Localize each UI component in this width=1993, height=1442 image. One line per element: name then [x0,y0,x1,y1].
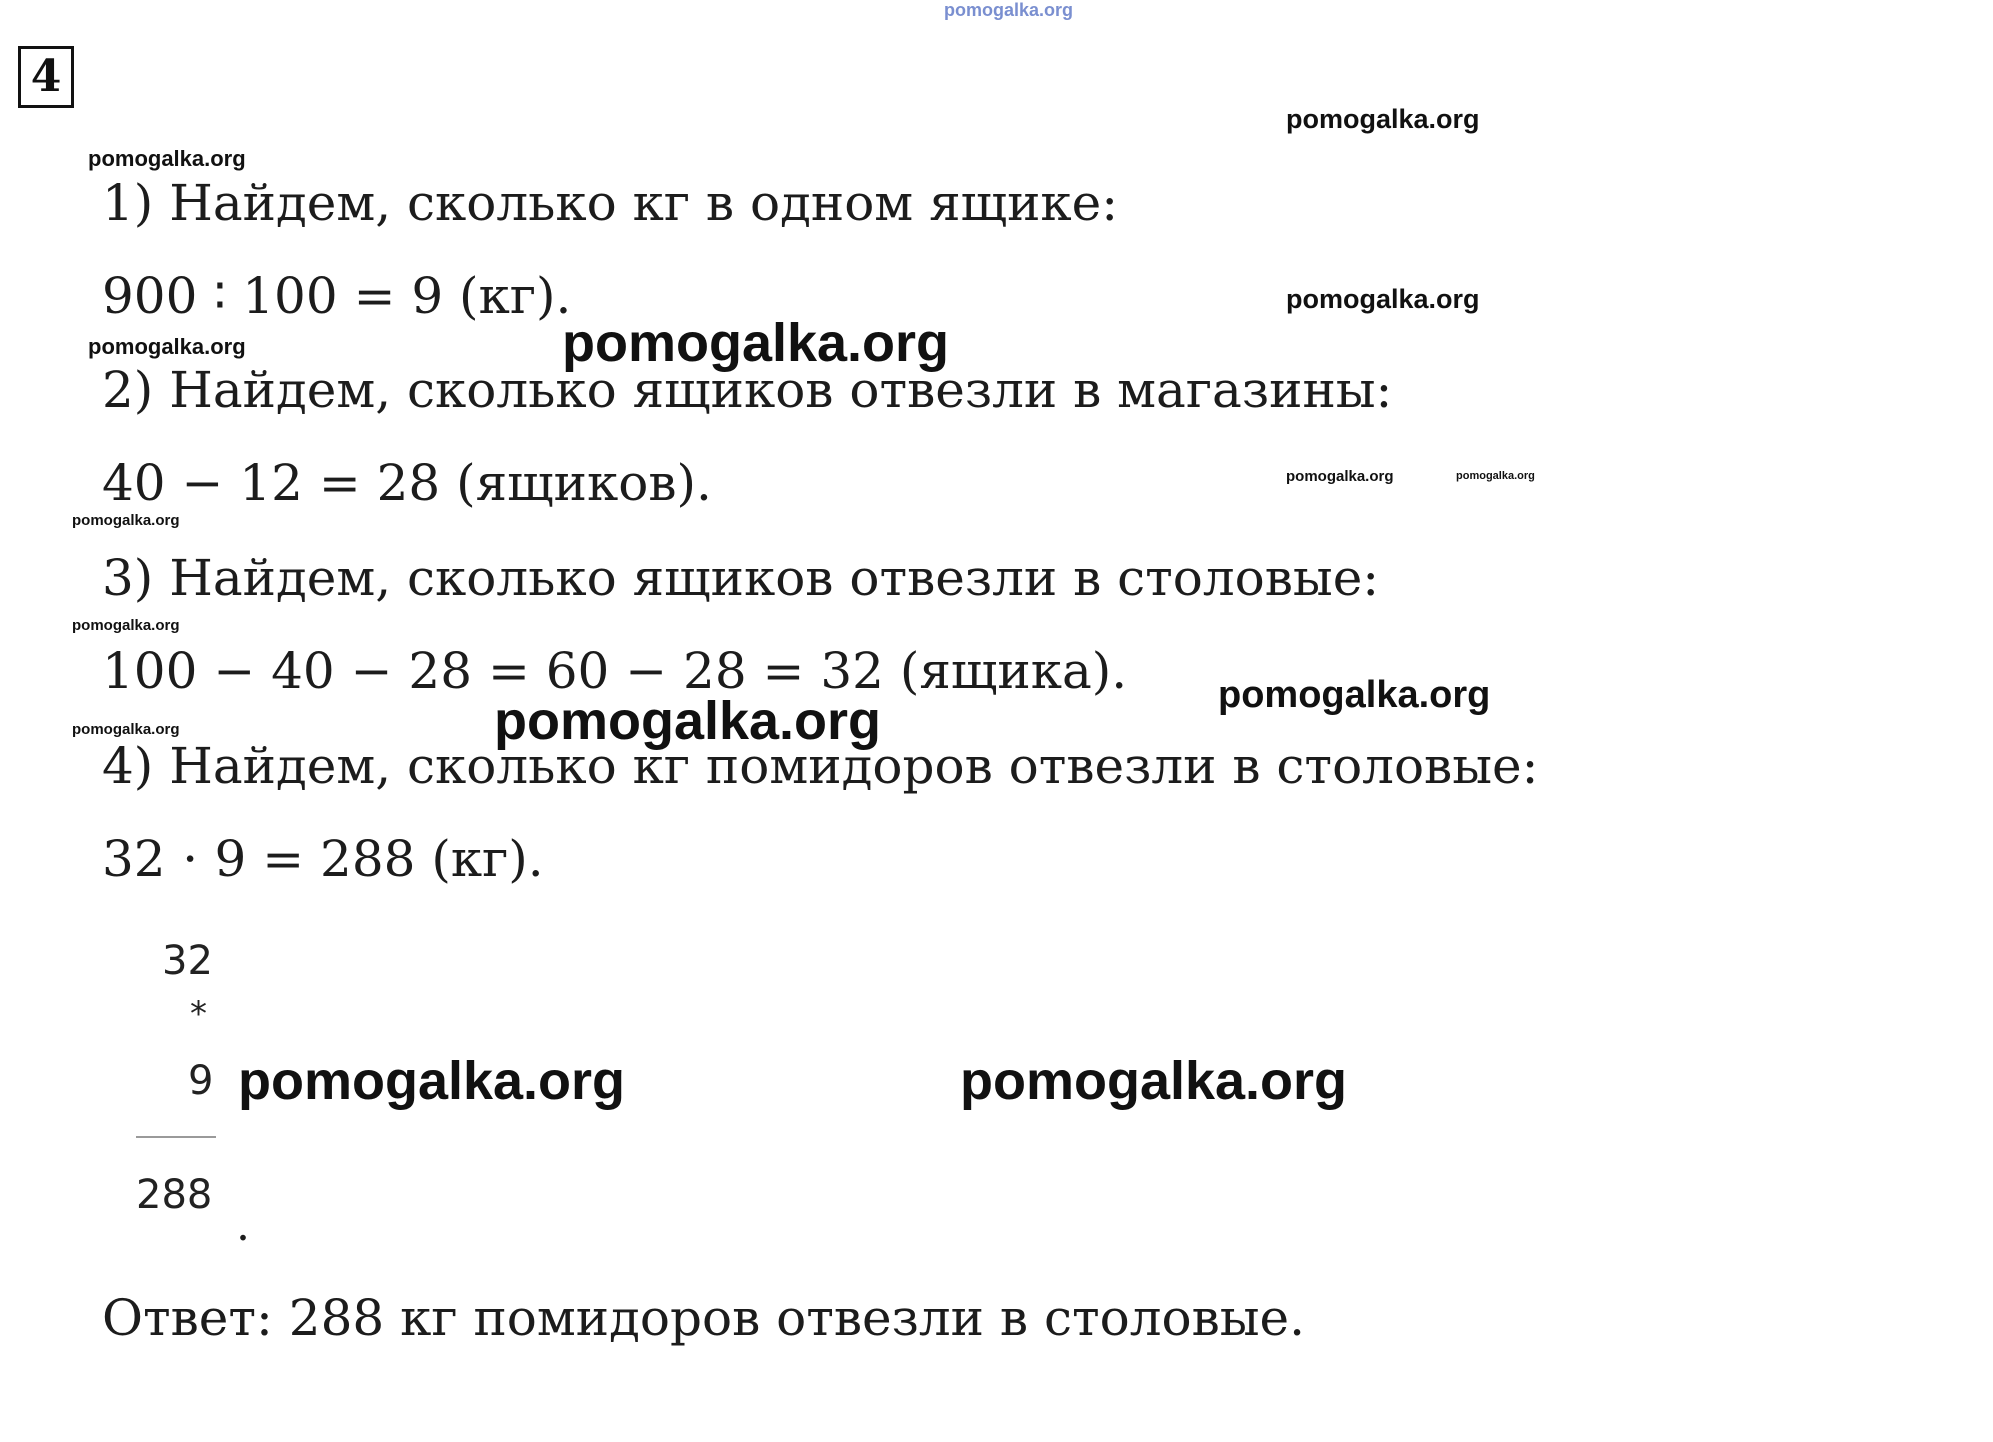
calc-multiplicand: 32 [162,938,213,984]
step2-text: 2) Найдем, сколько ящиков отвезли в магазины: [102,361,1393,419]
step3-calc: 100 − 40 − 28 = 60 − 28 = 32 (ящика). [102,642,1128,700]
watermark: pomogalka.org [72,512,180,529]
watermark: pomogalka.org [72,617,180,634]
watermark: pomogalka.org [494,691,882,751]
step4-text: 4) Найдем, сколько кг помидоров отвезли в столовые: [102,737,1539,795]
calc-result: 288 [136,1172,213,1218]
calc-multiplier: 9 [188,1058,214,1104]
watermark: pomogalka.org [1286,284,1480,314]
answer-text: Ответ: 288 кг помидоров отвезли в столовые. [102,1289,1306,1347]
watermark: pomogalka.org [88,334,246,359]
step1-calc: 900 ∶ 100 = 9 (кг). [102,267,572,325]
task-number-box: 4 [18,46,74,108]
watermark: pomogalka.org [960,1051,1348,1111]
calc-operator: * [190,994,207,1034]
step4-calc: 32 ⋅ 9 = 288 (кг). [102,830,544,888]
calc-rule [136,1136,216,1138]
watermark: pomogalka.org [1286,104,1480,134]
watermark: pomogalka.org [1286,468,1394,485]
watermark: pomogalka.org [238,1051,626,1111]
watermark: pomogalka.org [1218,674,1491,716]
watermark: pomogalka.org [88,146,246,171]
watermark: pomogalka.org [562,313,950,373]
calc-trailing-dot: . [236,1200,250,1251]
step2-calc: 40 − 12 = 28 (ящиков). [102,454,712,512]
watermark-top: pomogalka.org [944,0,1074,20]
watermark: pomogalka.org [1456,470,1535,482]
step1-text: 1) Найдем, сколько кг в одном ящике: [102,174,1119,232]
step3-text: 3) Найдем, сколько ящиков отвезли в столовые: [102,549,1380,607]
watermark: pomogalka.org [72,721,180,738]
